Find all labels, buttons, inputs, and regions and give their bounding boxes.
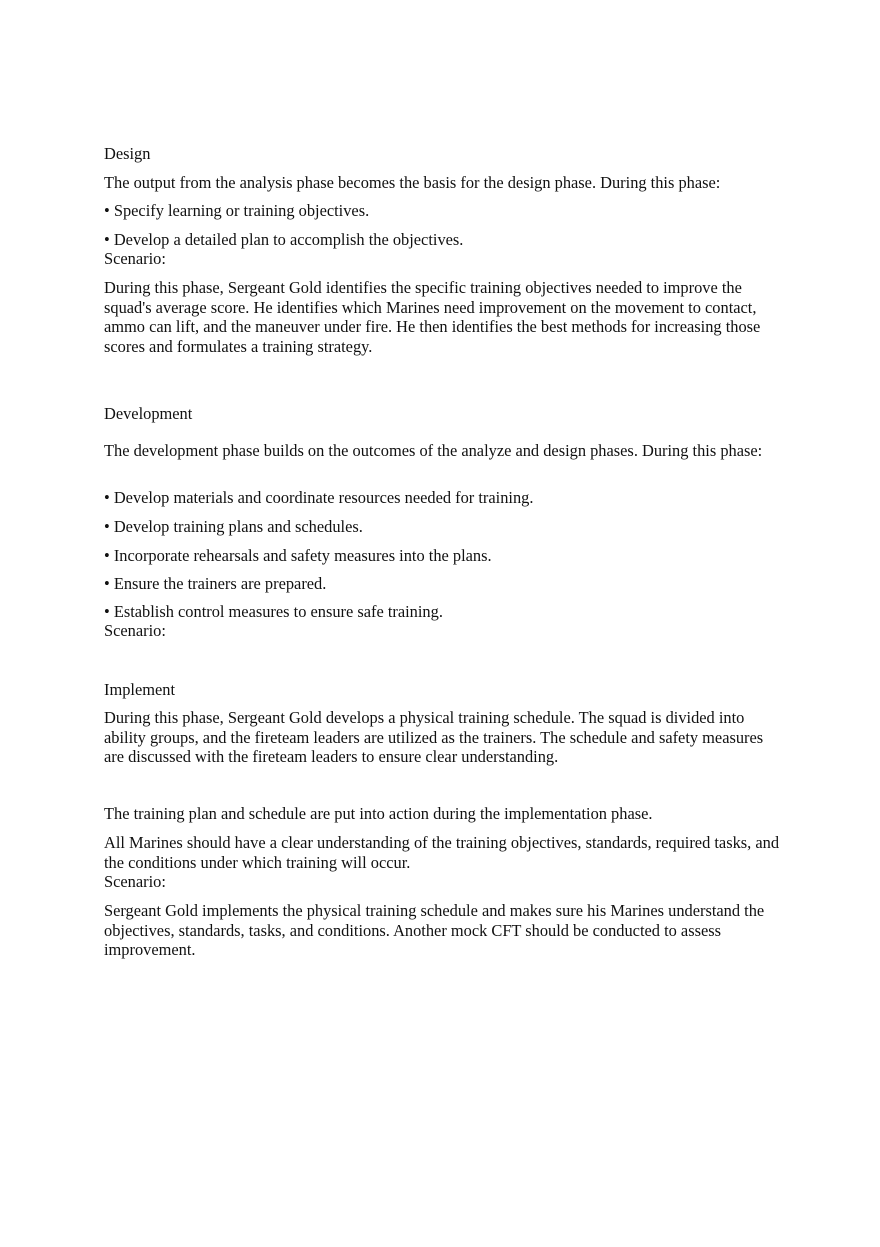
development-bullet-1: • Develop materials and coordinate resources needed for training.	[104, 488, 534, 507]
design-bullet-1: • Specify learning or training objectives.	[104, 201, 370, 220]
design-scenario-text: During this phase, Sergeant Gold identifies the specific training objectives needed to improve the squad's average score. He identifies which Marines need improvement on the movement to contact, ammo can lift, and the maneuver under fire. He then identifies the best methods for increasing those scores and formulates a training strategy.	[104, 278, 761, 356]
design-intro: The output from the analysis phase becomes the basis for the design phase. During this phase:	[104, 173, 721, 192]
development-scenario-label: Scenario:	[104, 621, 166, 640]
development-bullet-2: • Develop training plans and schedules.	[104, 517, 363, 536]
implement-scenario-text: During this phase, Sergeant Gold develops a physical training schedule. The squad is divided into ability groups, and the fireteam leaders are utilized as the trainers. The schedule and safety measures are discussed with the fireteam leaders to ensure clear understanding.	[104, 708, 764, 766]
implement-paragraph-2: All Marines should have a clear understanding of the training objectives, standards, required tasks, and the conditions under which training will occur.	[104, 833, 780, 872]
development-bullet-3: • Incorporate rehearsals and safety measures into the plans.	[104, 546, 492, 565]
implement-heading: Implement	[104, 680, 176, 699]
design-scenario-label: Scenario:	[104, 249, 166, 268]
development-bullet-4: • Ensure the trainers are prepared.	[104, 574, 327, 593]
implement-scenario-text-2: Sergeant Gold implements the physical training schedule and makes sure his Marines understand the objectives, standards, tasks, and conditions. Another mock CFT should be conducted to assess improvement.	[104, 901, 765, 959]
implement-paragraph-1: The training plan and schedule are put into action during the implementation phase.	[104, 804, 653, 823]
design-bullet-2: • Develop a detailed plan to accomplish the objectives.	[104, 230, 464, 249]
implement-scenario-label: Scenario:	[104, 872, 166, 891]
development-intro: The development phase builds on the outcomes of the analyze and design phases. During this phase:	[104, 441, 763, 460]
development-heading: Development	[104, 404, 193, 423]
design-heading: Design	[104, 144, 151, 163]
development-bullet-5: • Establish control measures to ensure safe training.	[104, 602, 443, 621]
